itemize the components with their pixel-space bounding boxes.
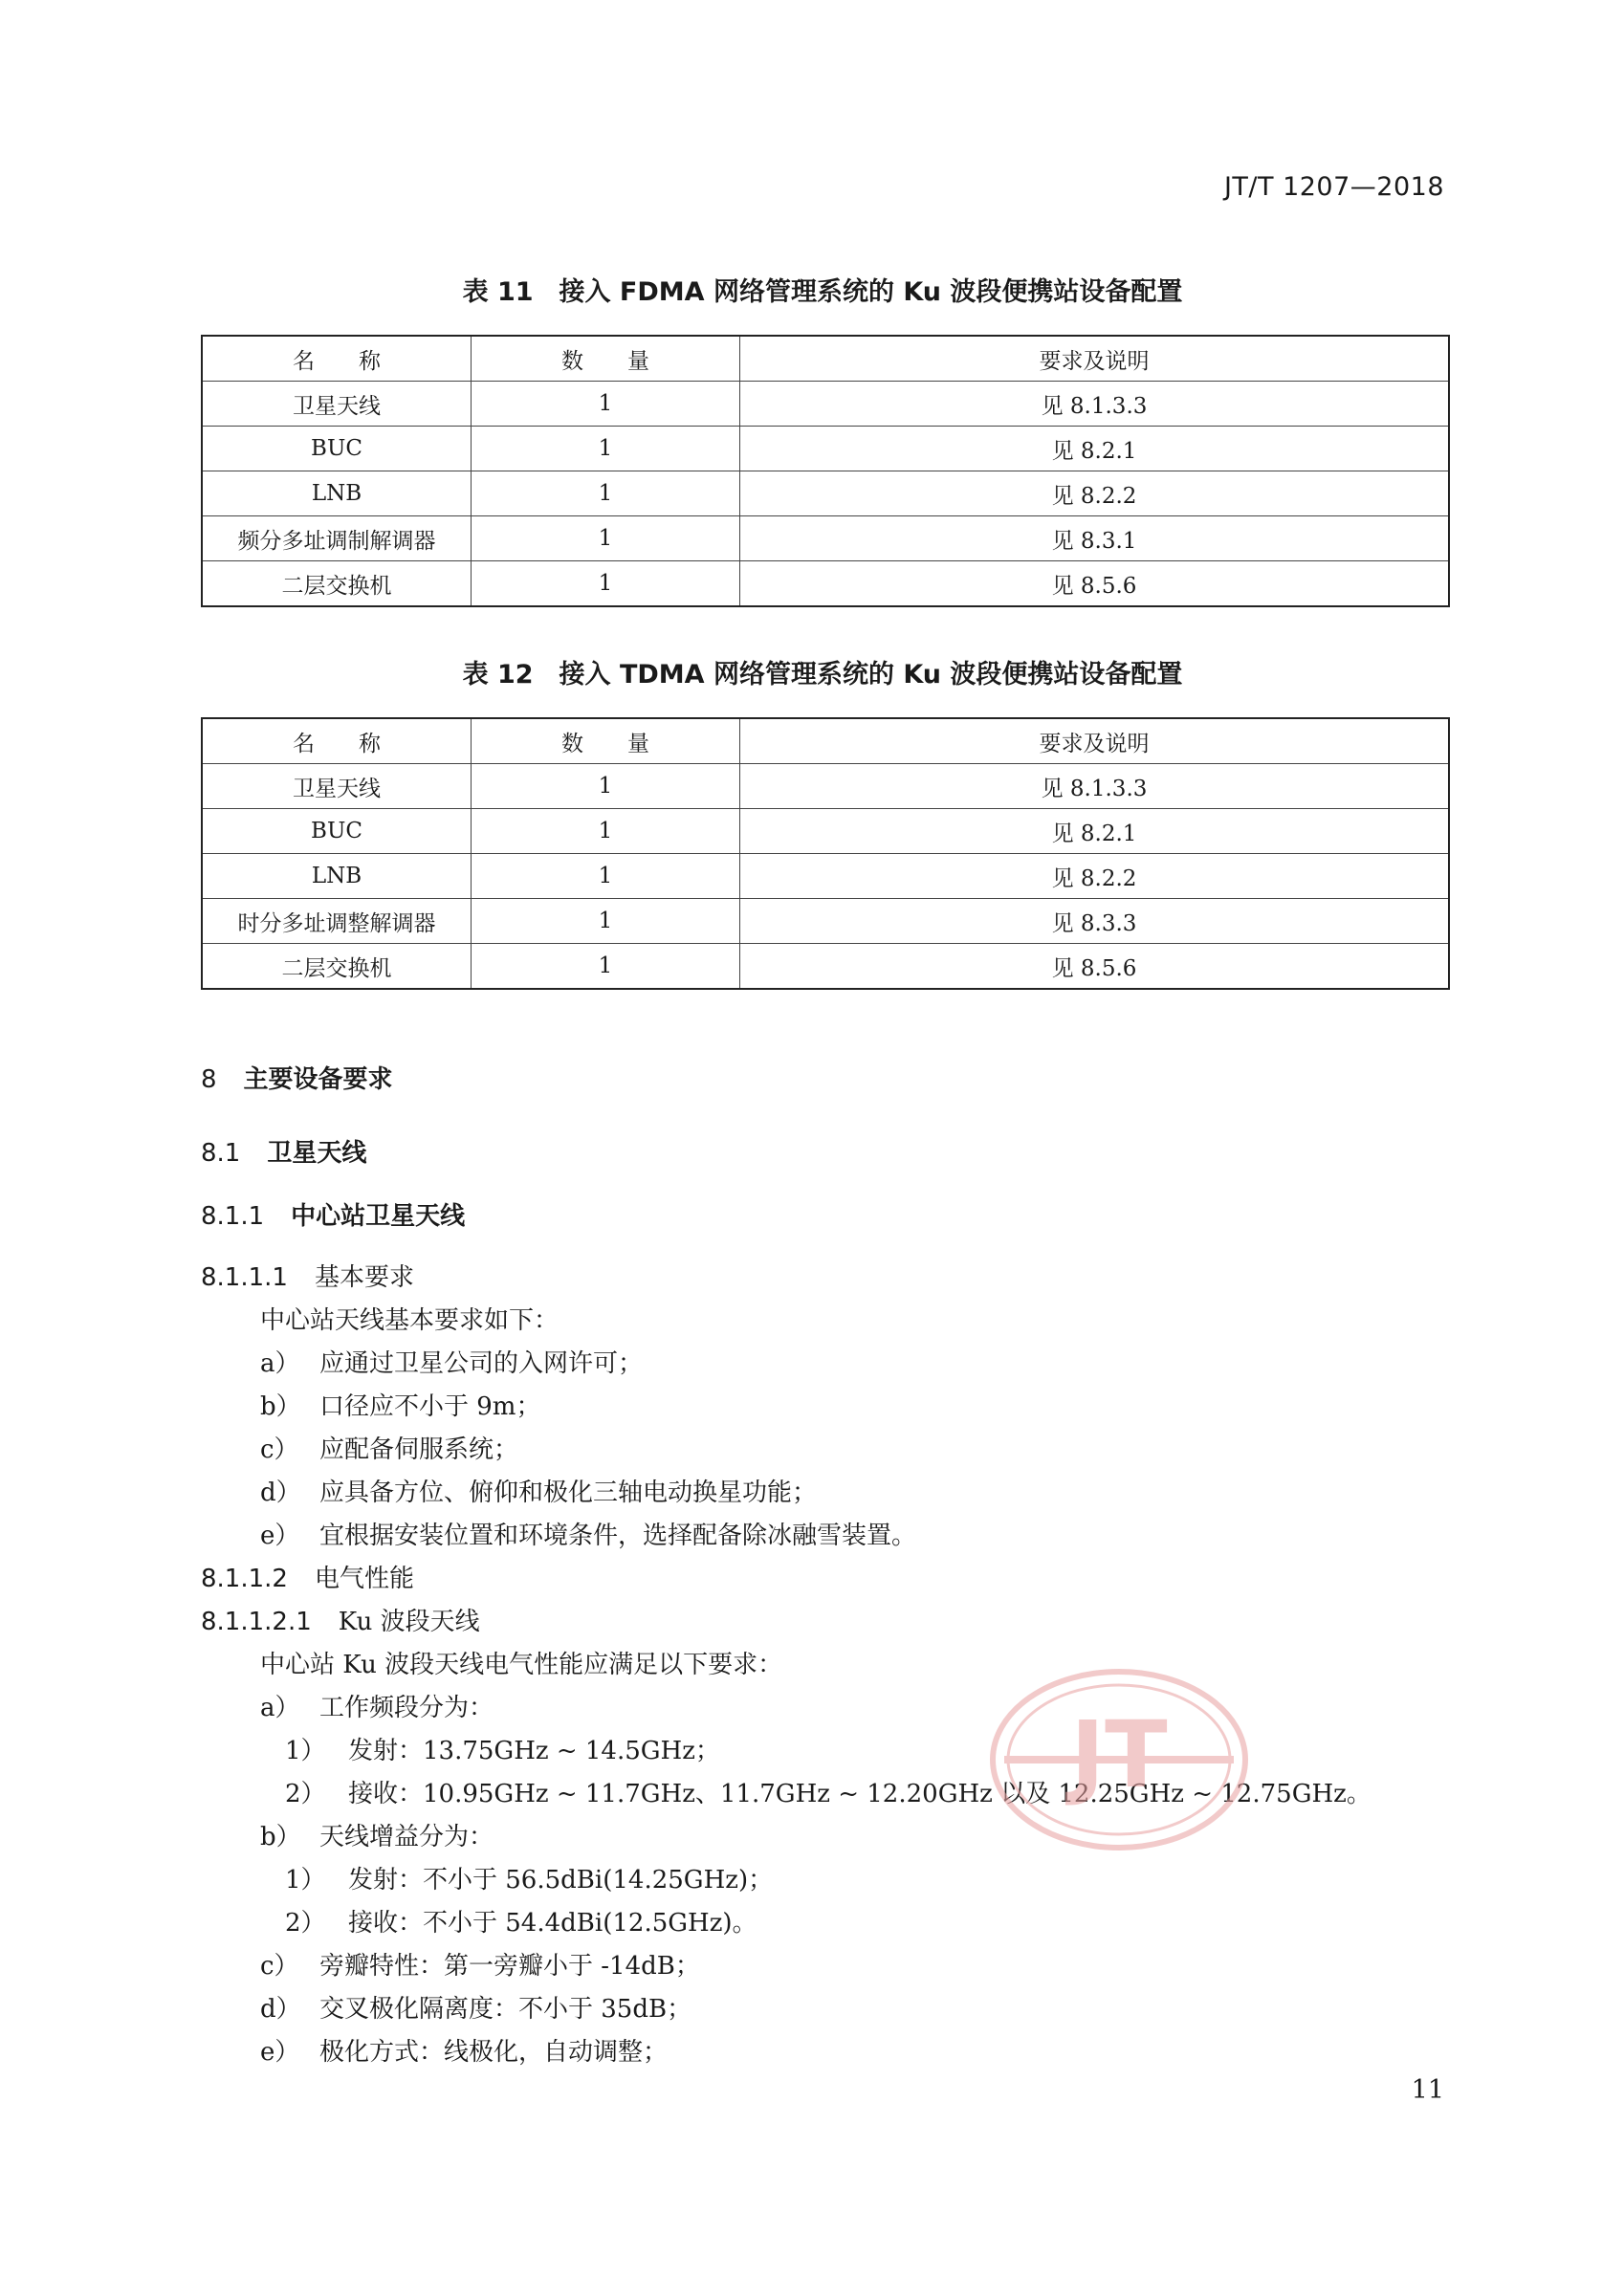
table-11-caption: 表 11 接入 FDMA 网络管理系统的 Ku 波段便携站设备配置	[462, 277, 1183, 307]
list-marker: b）	[260, 1392, 301, 1421]
section-8-1-1-heading	[201, 1196, 465, 1232]
table-row	[202, 854, 1449, 899]
list-marker: c）	[260, 1435, 299, 1464]
jt-stamp-icon	[985, 1664, 1253, 1855]
table-cell: 见 8.5.6	[740, 561, 1450, 607]
table-header-row	[202, 336, 1449, 382]
list-marker: e）	[260, 2038, 300, 2067]
table-cell: BUC	[202, 809, 472, 854]
section-8-1-1-2-1-heading	[201, 1602, 480, 1637]
standard-id: JT/T 1207—2018	[1223, 172, 1444, 202]
list-text: 宜根据安装位置和环境条件，选择配备除冰融雪装置。	[319, 1522, 917, 1550]
table-12-caption: 表 12 接入 TDMA 网络管理系统的 Ku 波段便携站设备配置	[462, 660, 1183, 690]
list-item	[260, 1516, 916, 1551]
list-text: 旁瓣特性：第一旁瓣小于 -14dB；	[319, 1952, 700, 1981]
section-number: 8.1.1.1	[201, 1263, 288, 1292]
list-marker: c）	[260, 1952, 299, 1981]
section-8-1-heading	[201, 1133, 366, 1169]
paragraph: 中心站天线基本要求如下：	[260, 1306, 560, 1335]
table-cell: 1	[472, 944, 740, 990]
list-text: 口径应不小于 9m；	[319, 1392, 541, 1421]
table-row	[202, 516, 1449, 561]
table-cell: 见 8.1.3.3	[740, 764, 1450, 809]
column-header: 数 量	[472, 718, 740, 764]
section-title: 主要设备要求	[243, 1065, 393, 1094]
column-header: 数 量	[472, 336, 740, 382]
section-number: 8.1.1.2.1	[201, 1608, 312, 1636]
table-cell: 1	[472, 764, 740, 809]
table-row	[202, 899, 1449, 944]
stamp-text: JT	[1070, 1701, 1168, 1808]
table-cell: 1	[472, 382, 740, 427]
table-cell: 见 8.2.2	[740, 471, 1450, 516]
list-text: 接收：10.95GHz ~ 11.7GHz、11.7GHz ~ 12.20GHz 以及 12.25GHz ~ 12.75GHz。	[348, 1780, 1372, 1808]
list-text: 应配备伺服系统；	[319, 1435, 519, 1464]
list-item	[260, 1430, 518, 1465]
section-title: 电气性能	[314, 1565, 414, 1593]
section-number: 8.1.1	[201, 1202, 265, 1231]
list-item	[260, 1473, 817, 1508]
table-row	[202, 944, 1449, 990]
table-cell: 时分多址调整解调器	[202, 899, 472, 944]
list-marker: b）	[260, 1823, 301, 1851]
table-cell: 见 8.5.6	[740, 944, 1450, 990]
table-cell: 卫星天线	[202, 764, 472, 809]
paragraph: 中心站 Ku 波段天线电气性能应满足以下要求：	[260, 1651, 783, 1679]
table-cell: 二层交换机	[202, 944, 472, 990]
section-title: 基本要求	[314, 1263, 414, 1292]
sub-list-item	[285, 1731, 720, 1766]
list-text: 天线增益分为：	[319, 1823, 494, 1851]
list-marker: 2）	[285, 1909, 326, 1938]
list-item	[260, 1387, 540, 1422]
table-12	[201, 717, 1450, 990]
table-row	[202, 764, 1449, 809]
section-8-1-1-1-heading	[201, 1258, 414, 1293]
table-row	[202, 809, 1449, 854]
table-row	[202, 427, 1449, 471]
table-cell: 1	[472, 899, 740, 944]
table-row	[202, 471, 1449, 516]
list-text: 发射：不小于 56.5dBi(14.25GHz)；	[348, 1866, 774, 1895]
table-cell: 卫星天线	[202, 382, 472, 427]
list-marker: e）	[260, 1522, 300, 1550]
table-cell: 见 8.2.1	[740, 809, 1450, 854]
section-title: 卫星天线	[267, 1139, 367, 1168]
table-cell: 频分多址调制解调器	[202, 516, 472, 561]
list-item	[260, 1989, 691, 2025]
table-cell: LNB	[202, 471, 472, 516]
section-8-1-1-2-heading	[201, 1559, 414, 1594]
list-text: 工作频段分为：	[319, 1694, 494, 1722]
table-cell: 1	[472, 427, 740, 471]
list-text: 发射：13.75GHz ~ 14.5GHz；	[348, 1737, 720, 1765]
list-marker: 2）	[285, 1780, 326, 1808]
list-item	[260, 1344, 643, 1379]
table-row	[202, 382, 1449, 427]
list-item	[260, 1688, 494, 1723]
list-marker: d）	[260, 1995, 301, 2024]
section-number: 8.1	[201, 1139, 241, 1168]
column-header: 名 称	[202, 336, 472, 382]
table-cell: 1	[472, 516, 740, 561]
table-cell: BUC	[202, 427, 472, 471]
list-text: 应具备方位、俯仰和极化三轴电动换星功能；	[319, 1479, 818, 1507]
section-title: Ku 波段天线	[338, 1608, 480, 1636]
list-marker: 1）	[285, 1737, 326, 1765]
page-number: 11	[1411, 2075, 1444, 2105]
table-cell: 见 8.3.3	[740, 899, 1450, 944]
list-item	[260, 2032, 668, 2068]
table-cell: 1	[472, 471, 740, 516]
section-number: 8	[201, 1065, 217, 1094]
column-header: 名 称	[202, 718, 472, 764]
sub-list-item	[285, 1860, 773, 1895]
table-11	[201, 335, 1450, 607]
list-text: 接收：不小于 54.4dBi(12.5GHz)。	[348, 1909, 757, 1938]
list-marker: a）	[260, 1694, 300, 1722]
table-cell: 见 8.2.1	[740, 427, 1450, 471]
list-text: 极化方式：线极化，自动调整；	[319, 2038, 669, 2067]
section-number: 8.1.1.2	[201, 1565, 288, 1593]
list-marker: d）	[260, 1479, 301, 1507]
list-item	[260, 1946, 700, 1982]
section-8-heading	[201, 1060, 393, 1095]
list-marker: 1）	[285, 1866, 326, 1895]
section-title: 中心站卫星天线	[291, 1202, 466, 1231]
table-cell: LNB	[202, 854, 472, 899]
list-item	[260, 1817, 494, 1852]
table-cell: 1	[472, 809, 740, 854]
table-cell: 见 8.3.1	[740, 516, 1450, 561]
list-text: 交叉极化隔离度：不小于 35dB；	[319, 1995, 692, 2024]
list-marker: a）	[260, 1349, 300, 1378]
column-header: 要求及说明	[740, 336, 1450, 382]
table-cell: 二层交换机	[202, 561, 472, 607]
table-cell: 1	[472, 854, 740, 899]
table-cell: 1	[472, 561, 740, 607]
table-row	[202, 561, 1449, 607]
table-cell: 见 8.1.3.3	[740, 382, 1450, 427]
list-text: 应通过卫星公司的入网许可；	[319, 1349, 644, 1378]
sub-list-item	[285, 1903, 757, 1938]
table-cell: 见 8.2.2	[740, 854, 1450, 899]
column-header: 要求及说明	[740, 718, 1450, 764]
table-header-row	[202, 718, 1449, 764]
